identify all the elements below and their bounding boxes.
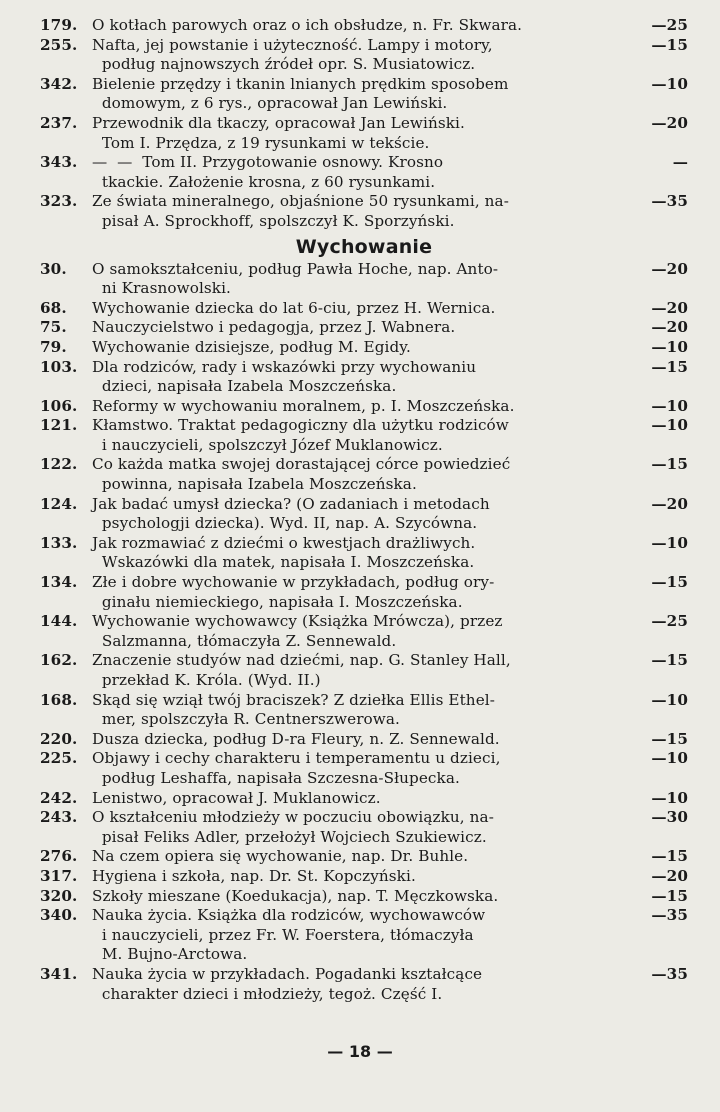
entry-price: —20 xyxy=(651,298,688,317)
entry-price: —35 xyxy=(651,192,688,211)
entry-title: Wychowanie wychowawcy (Książka Mrówcza), przez Salzmanna, tłómaczyła Z. Sennewald. xyxy=(92,612,503,650)
entry-price: —35 xyxy=(651,906,688,925)
entry-number: 340. xyxy=(40,906,78,925)
entry-title: O kształceniu młodzieży w poczuciu obowiązku, na- pisał Feliks Adler, przełożył Wojciech Szukiewicz. xyxy=(92,808,494,846)
catalog-entry xyxy=(40,906,688,965)
catalog-entry xyxy=(40,867,688,887)
entry-title: Złe i dobre wychowanie w przykładach, podług ory- ginału niemieckiego, napisała I. Moszczeńska. xyxy=(92,573,495,611)
entry-title: Reformy w wychowaniu moralnem, p. I. Moszczeńska. xyxy=(92,396,515,415)
catalog-entry xyxy=(40,36,688,75)
entry-price: — xyxy=(672,153,688,172)
entry-price: —10 xyxy=(651,74,688,93)
entry-title: Nafta, jej powstanie i użyteczność. Lampy i motory, podług najnowszych źródeł opr. S. Musiatowicz. xyxy=(92,35,493,74)
entry-price: —20 xyxy=(651,494,688,513)
catalog-entry xyxy=(40,192,688,231)
entry-number: 68. xyxy=(40,298,67,317)
entry-title: Na czem opiera się wychowanie, nap. Dr. Buhle. xyxy=(92,847,469,866)
section-education xyxy=(40,260,688,1005)
entry-title: O kotłach parowych oraz o ich obsłudze, n. Fr. Skwara. xyxy=(92,16,523,34)
entry-number: 75. xyxy=(40,318,67,337)
entry-price: —20 xyxy=(651,259,688,278)
catalog-entry xyxy=(40,153,688,192)
catalog-entry xyxy=(40,965,688,1004)
entry-number: 168. xyxy=(40,690,78,709)
entry-title: Lenistwo, opracował J. Muklanowicz. xyxy=(92,788,381,807)
entry-number: 276. xyxy=(40,847,78,866)
entry-number: 317. xyxy=(40,866,78,885)
entry-number: 103. xyxy=(40,357,78,376)
entry-title: Dla rodziców, rady i wskazówki przy wychowaniu dzieci, napisała Izabela Moszczeńska. xyxy=(92,357,477,396)
catalog-entry xyxy=(40,534,688,573)
entry-number: 320. xyxy=(40,886,78,905)
catalog-entry xyxy=(40,651,688,690)
entry-price: —15 xyxy=(651,729,688,748)
entry-title: Objawy i cechy charakteru i temperamentu u dzieci, podług Leshaffa, napisała Szczesna-Słupecka. xyxy=(92,749,501,787)
catalog-entry xyxy=(40,455,688,494)
entry-title: Bielenie przędzy i tkanin lnianych prędkim sposobem domowym, z 6 rys., opracował Jan Lewiński. xyxy=(92,74,509,113)
entry-title: Nauczycielstwo i pedagogja, przez J. Wabnera. xyxy=(92,318,456,337)
entry-number: 242. xyxy=(40,788,78,807)
entry-number: 343. xyxy=(40,153,78,172)
entry-price: —10 xyxy=(651,690,688,709)
entry-title: Nauka życia w przykładach. Pogadanki kształcące charakter dzieci i młodzieży, tegoż. Część I. xyxy=(92,964,483,1003)
entry-price: —25 xyxy=(651,612,688,631)
entry-number: 122. xyxy=(40,455,78,474)
entry-number: 341. xyxy=(40,964,78,983)
catalog-entry xyxy=(40,749,688,788)
section-technical xyxy=(40,16,688,232)
entry-title: Dusza dziecka, podług D-ra Fleury, n. Z. Sennewald. xyxy=(92,729,500,748)
catalog-entry xyxy=(40,299,688,319)
entry-number: 179. xyxy=(40,16,78,34)
entry-title: Kłamstwo. Traktat pedagogiczny dla użytku rodziców i nauczycieli, spolszczył Józef Muklanowicz. xyxy=(92,416,509,454)
entry-price: —10 xyxy=(651,533,688,552)
entry-price: —35 xyxy=(651,964,688,983)
catalog-entry xyxy=(40,789,688,809)
entry-title: Co każda matka swojej dorastającej córce powiedzieć powinna, napisała Izabela Moszczeńska. xyxy=(92,455,511,494)
entry-title: Ze świata mineralnego, objaśnione 50 rysunkami, na- pisał A. Sprockhoff, spolszczył K. Sporzyński. xyxy=(92,192,509,230)
entry-number: 162. xyxy=(40,651,78,670)
catalog-entry xyxy=(40,847,688,867)
entry-title: Znaczenie studyów nad dziećmi, nap. G. Stanley Hall, przekład K. Króla. (Wyd. II.) xyxy=(92,651,511,689)
catalog-entry xyxy=(40,114,688,153)
entry-number: 124. xyxy=(40,494,78,513)
entry-title: Przewodnik dla tkaczy, opracował Jan Lewiński. Tom I. Przędza, z 19 rysunkami w tekście. xyxy=(92,113,465,152)
entry-price: —20 xyxy=(651,113,688,132)
entry-title: Jak rozmawiać z dziećmi o kwestjach drażliwych. Wskazówki dla matek, napisała I. Moszczeńska. xyxy=(92,533,476,572)
entry-number: 243. xyxy=(40,808,78,827)
entry-price: —20 xyxy=(651,866,688,885)
catalog-entry xyxy=(40,887,688,907)
catalog-entry xyxy=(40,808,688,847)
catalog-entry xyxy=(40,358,688,397)
catalog-entry xyxy=(40,318,688,338)
catalog-entry xyxy=(40,16,688,36)
entry-price: —10 xyxy=(651,788,688,807)
entry-number: 342. xyxy=(40,74,78,93)
entry-price: —15 xyxy=(651,35,688,54)
entry-number: 121. xyxy=(40,416,78,435)
entry-price: —10 xyxy=(651,396,688,415)
entry-price: —20 xyxy=(651,318,688,337)
section-heading: Wychowanie xyxy=(295,235,433,258)
entry-title: Wychowanie dzisiejsze, podług M. Egidy. xyxy=(92,337,411,356)
catalog-entry xyxy=(40,338,688,358)
entry-price: —15 xyxy=(651,886,688,905)
catalog-entry xyxy=(40,573,688,612)
entry-number: 220. xyxy=(40,729,78,748)
entry-number: 133. xyxy=(40,533,78,552)
entry-number: 144. xyxy=(40,612,78,631)
entry-price: —10 xyxy=(651,749,688,768)
catalog-entry xyxy=(40,260,688,299)
entry-number: 79. xyxy=(40,337,67,356)
entry-price: —15 xyxy=(651,455,688,474)
entry-title: Hygiena i szkoła, nap. Dr. St. Kopczyński. xyxy=(92,866,416,885)
entry-price: —30 xyxy=(651,808,688,827)
entry-price: —25 xyxy=(651,16,688,34)
entry-number: 134. xyxy=(40,573,78,592)
entry-price: —10 xyxy=(651,337,688,356)
entry-title: Wychowanie dziecka do lat 6-ciu, przez H. Wernica. xyxy=(92,298,496,317)
entry-number: 255. xyxy=(40,35,78,54)
entry-title: Jak badać umysł dziecka? (O zadaniach i metodach psychologji dziecka). Wyd. II, nap. A. Szycówna. xyxy=(92,494,490,533)
entry-price: —15 xyxy=(651,573,688,592)
entry-title: Skąd się wziął twój braciszek? Z dziełka Ellis Ethel- mer, spolszczyła R. Centnerszwerowa. xyxy=(92,690,495,729)
entry-title: Szkoły mieszane (Koedukacja), nap. T. Męczkowska. xyxy=(92,886,499,905)
entry-title: O samokształceniu, podług Pawła Hoche, nap. Anto- ni Krasnowolski. xyxy=(92,259,499,298)
entries-list xyxy=(40,16,688,1004)
catalog-entry xyxy=(40,730,688,750)
catalog-entry xyxy=(40,691,688,730)
catalog-entry xyxy=(40,495,688,534)
page-number: — 18 — xyxy=(327,1042,393,1061)
entry-title: Nauka życia. Książka dla rodziców, wychowawców i nauczycieli, przez Fr. W. Foerstera, tłómaczyła M. Bujno-Arctowa. xyxy=(92,906,486,964)
entry-price: —15 xyxy=(651,357,688,376)
catalog-entry xyxy=(40,397,688,417)
entry-price: —15 xyxy=(651,651,688,670)
catalog-entry xyxy=(40,416,688,455)
catalog-entry xyxy=(40,75,688,114)
entry-title: — — Tom II. Przygotowanie osnowy. Krosno tkackie. Założenie krosna, z 60 rysunkami. xyxy=(92,153,444,191)
entry-number: 323. xyxy=(40,192,78,211)
entry-number: 225. xyxy=(40,749,78,768)
entry-number: 30. xyxy=(40,259,67,278)
catalog-entry xyxy=(40,612,688,651)
entry-number: 106. xyxy=(40,396,78,415)
entry-price: —15 xyxy=(651,847,688,866)
entry-number: 237. xyxy=(40,113,78,132)
entry-price: —10 xyxy=(651,416,688,435)
